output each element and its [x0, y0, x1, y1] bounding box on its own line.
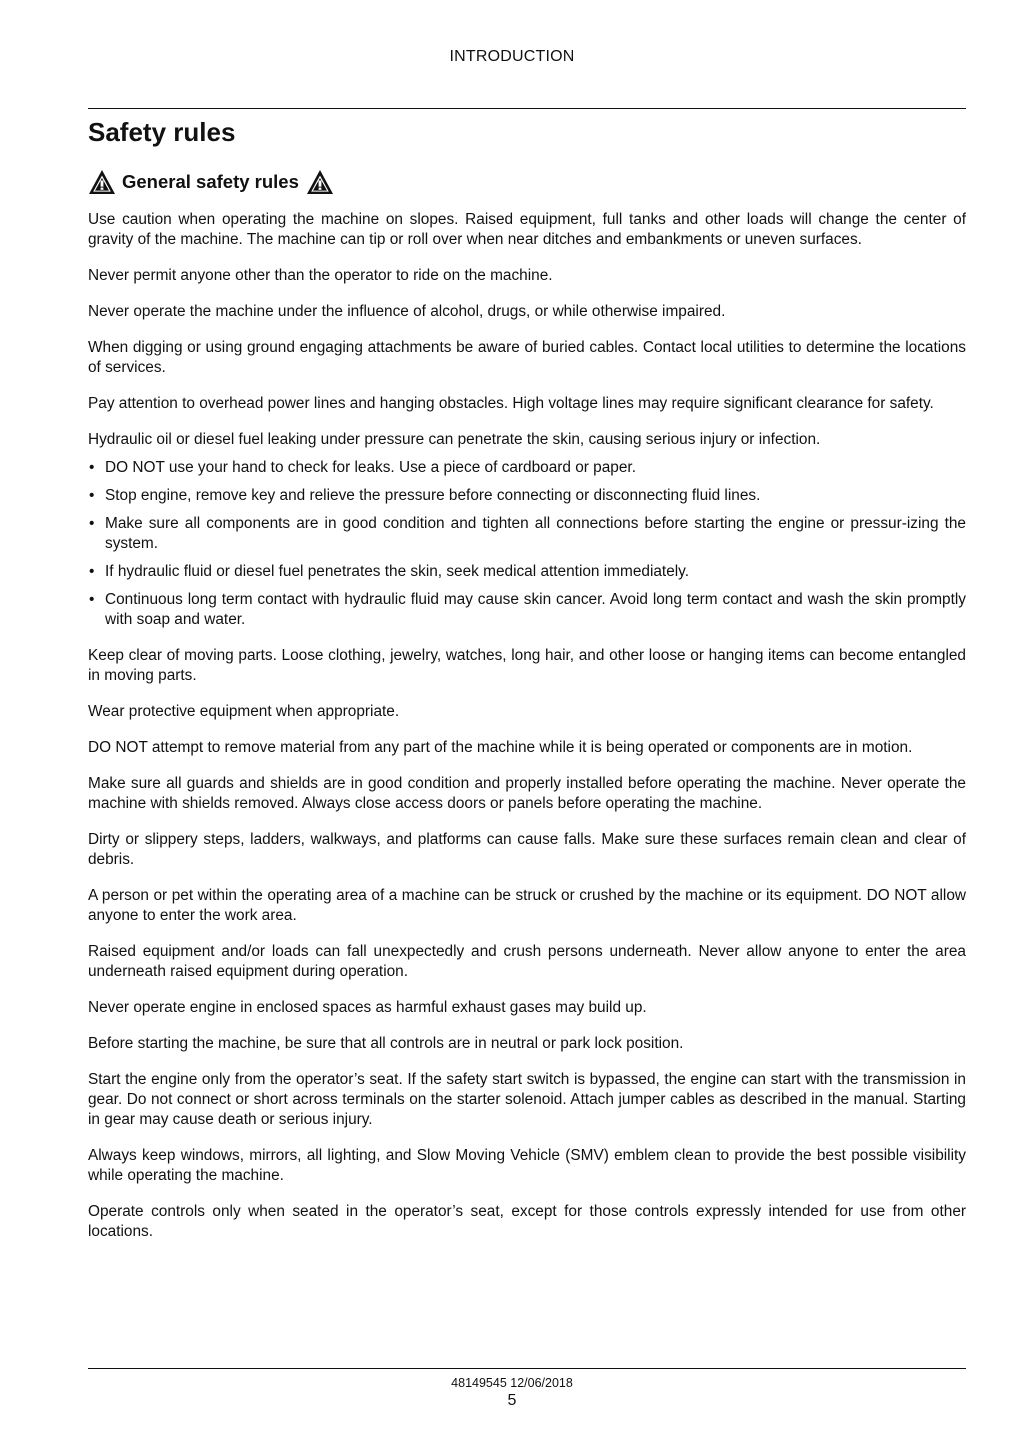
page-content — [88, 112, 966, 1242]
paragraph: Hydraulic oil or diesel fuel leaking under pressure can penetrate the skin, causing serious injury or infection. — [88, 431, 821, 448]
running-header: INTRODUCTION — [449, 48, 575, 65]
list-item-text: If hydraulic fluid or diesel fuel penetrates the skin, seek medical attention immediately. — [105, 563, 690, 580]
paragraph: Never operate the machine under the influence of alcohol, drugs, or while otherwise impaired. — [88, 303, 726, 320]
subsection-heading — [88, 167, 966, 197]
bullet-glyph: • — [89, 563, 95, 580]
paragraph: Never operate engine in enclosed spaces as harmful exhaust gases may build up. — [88, 999, 647, 1016]
bullet-glyph: • — [89, 487, 95, 504]
list-item — [88, 458, 966, 478]
paragraph: Pay attention to overhead power lines and hanging obstacles. High voltage lines may require significant clearance for safety. — [88, 395, 934, 412]
paragraph: A person or pet within the operating area of a machine can be struck or crushed by the machine or its equipment. DO NOT allow anyone to enter the work area. — [88, 887, 966, 924]
warning-triangle-icon — [306, 169, 334, 195]
paragraph: Make sure all guards and shields are in good condition and properly installed before operating the machine. Never operate the machine with shields removed. Always close access doors or panels before operating the machine. — [88, 775, 966, 812]
paragraph: Always keep windows, mirrors, all lighting, and Slow Moving Vehicle (SMV) emblem clean to provide the best possible visibility while operating the machine. — [88, 1147, 966, 1184]
document-id: 48149545 12/06/2018 — [451, 1376, 573, 1390]
list-item-text: Continuous long term contact with hydraulic fluid may cause skin cancer. Avoid long term contact and wash the skin promptly with soap and water. — [105, 591, 966, 628]
bullet-glyph: • — [89, 591, 95, 608]
paragraph: Before starting the machine, be sure that all controls are in neutral or park lock position. — [88, 1035, 684, 1052]
paragraph: Start the engine only from the operator’s seat. If the safety start switch is bypassed, the engine can start with the transmission in gear. Do not connect or short across terminals on the starter solenoid. Attach jumper cables as described in the manual. Starting in gear may cause death or serious injury. — [88, 1071, 966, 1128]
paragraph: Operate controls only when seated in the operator’s seat, except for those controls expressly intended for use from other locations. — [88, 1203, 966, 1240]
bullet-glyph: • — [89, 515, 95, 532]
list-item — [88, 514, 966, 554]
list-item-text: Make sure all components are in good condition and tighten all connections before starting the engine or pressur-izing the system. — [105, 515, 966, 552]
paragraph: Dirty or slippery steps, ladders, walkways, and platforms can cause falls. Make sure these surfaces remain clean and clear of debris. — [88, 831, 966, 868]
paragraph: Never permit anyone other than the operator to ride on the machine. — [88, 267, 553, 284]
list-item — [88, 562, 966, 582]
warning-triangle-icon — [88, 169, 116, 195]
paragraph: DO NOT attempt to remove material from any part of the machine while it is being operated or components are in motion. — [88, 739, 913, 756]
paragraph: Keep clear of moving parts. Loose clothing, jewelry, watches, long hair, and other loose or hanging items can become entangled in moving parts. — [88, 647, 966, 684]
footer-rule — [88, 1368, 966, 1369]
paragraph: When digging or using ground engaging attachments be aware of buried cables. Contact local utilities to determine the locations of services. — [88, 339, 966, 376]
section-title: Safety rules — [88, 117, 236, 147]
list-item — [88, 590, 966, 630]
paragraph: Use caution when operating the machine on slopes. Raised equipment, full tanks and other loads will change the center of gravity of the machine. The machine can tip or roll over when near ditches and embankments or uneven surfaces. — [88, 211, 966, 248]
list-item-text: DO NOT use your hand to check for leaks. Use a piece of cardboard or paper. — [105, 459, 636, 476]
bullet-list — [88, 458, 966, 630]
header-rule — [88, 108, 966, 109]
list-item — [88, 486, 966, 506]
paragraph: Wear protective equipment when appropriate. — [88, 703, 400, 720]
page-number: 5 — [507, 1392, 517, 1409]
subsection-title: General safety rules — [122, 171, 299, 192]
list-item-text: Stop engine, remove key and relieve the pressure before connecting or disconnecting fluid lines. — [105, 487, 761, 504]
paragraph: Raised equipment and/or loads can fall unexpectedly and crush persons underneath. Never allow anyone to enter the area underneath raised equipment during operation. — [88, 943, 966, 980]
bullet-glyph: • — [89, 459, 95, 476]
